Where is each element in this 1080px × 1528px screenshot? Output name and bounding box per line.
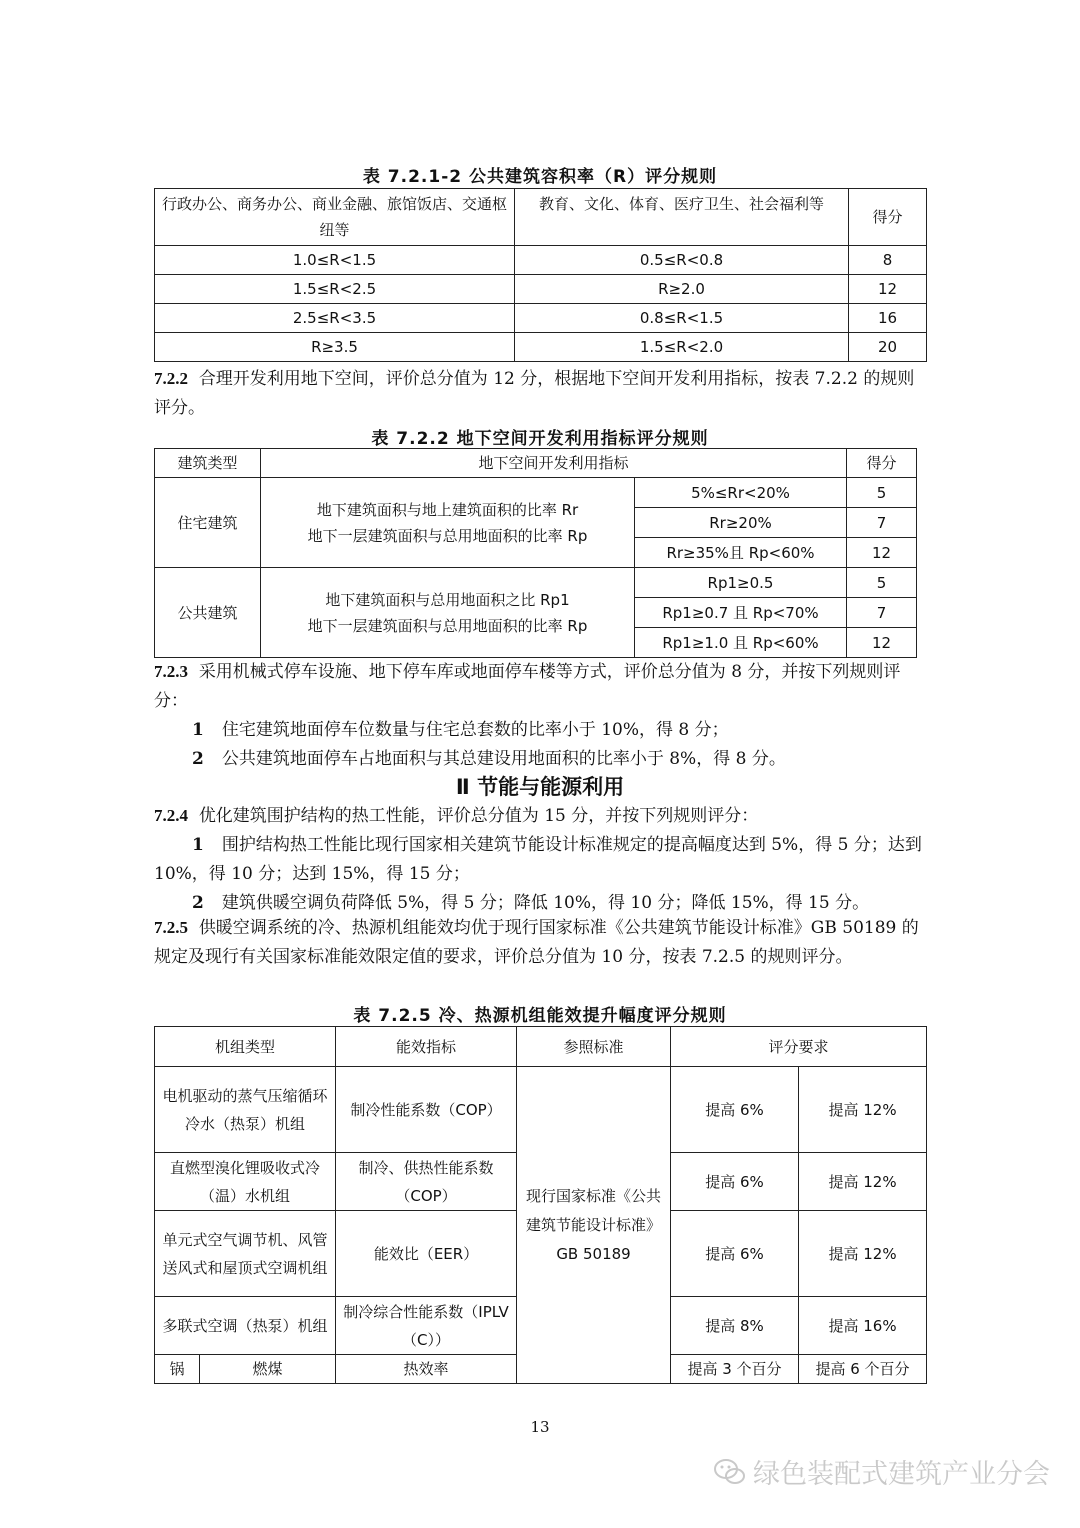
item-number: 1 bbox=[192, 835, 204, 855]
table-header: 评分要求 bbox=[671, 1027, 927, 1067]
requirement-cell: 提高 8% bbox=[671, 1297, 799, 1355]
requirement-cell: 提高 12% bbox=[799, 1153, 927, 1211]
score-cell: 7 bbox=[847, 598, 917, 628]
building-type-cell: 公共建筑 bbox=[155, 568, 261, 658]
unit-efficiency-table bbox=[154, 1026, 927, 1384]
table-header: 建筑类型 bbox=[155, 449, 261, 478]
unit-type-cell: 直燃型溴化锂吸收式冷（温）水机组 bbox=[155, 1153, 336, 1211]
table-cell: 2.5≤R<3.5 bbox=[155, 304, 515, 333]
clause-number: 7.2.3 bbox=[154, 662, 188, 681]
table-cell: 8 bbox=[849, 246, 927, 275]
table-header: 机组类型 bbox=[155, 1027, 336, 1067]
clause-number: 7.2.5 bbox=[154, 918, 188, 937]
clause-7-2-3 bbox=[154, 657, 926, 774]
table-caption: 表 7.2.2 地下空间开发利用指标评分规则 bbox=[371, 429, 709, 449]
clause-number: 7.2.2 bbox=[154, 369, 188, 388]
table-cell: 12 bbox=[849, 275, 927, 304]
index-line: 地下建筑面积与地上建筑面积的比率 Rr bbox=[316, 500, 579, 519]
underground-space-table bbox=[154, 448, 917, 658]
clause-7-2-2 bbox=[154, 364, 926, 423]
table-cell: 1.5≤R<2.0 bbox=[515, 333, 849, 362]
score-cell: 7 bbox=[847, 508, 917, 538]
table-header: 能效指标 bbox=[336, 1027, 517, 1067]
clause-text: 采用机械式停车设施、地下停车库或地面停车楼等方式，评价总分值为 8 分，并按下列规则评分： bbox=[154, 662, 901, 711]
item-text: 建筑供暖空调负荷降低 5%，得 5 分；降低 10%，得 10 分；降低 15%，得 15 分。 bbox=[221, 893, 870, 913]
condition-cell: Rp1≥0.5 bbox=[635, 568, 847, 598]
score-cell: 5 bbox=[847, 568, 917, 598]
condition-cell: 5%≤Rr<20% bbox=[635, 478, 847, 508]
page-number: 13 bbox=[530, 1418, 550, 1436]
reference-standard-cell: 现行国家标准《公共建筑节能设计标准》GB 50189 bbox=[517, 1067, 671, 1384]
score-cell: 12 bbox=[847, 538, 917, 568]
table-caption: 表 7.2.5 冷、热源机组能效提升幅度评分规则 bbox=[353, 1006, 727, 1026]
index-line: 地下一层建筑面积与总用地面积的比率 Rp bbox=[307, 526, 588, 545]
score-cell: 12 bbox=[847, 628, 917, 658]
unit-type-cell: 单元式空气调节机、风管送风式和屋顶式空调机组 bbox=[155, 1211, 336, 1297]
table-caption: 表 7.2.1-2 公共建筑容积率（R）评分规则 bbox=[362, 167, 718, 187]
requirement-cell: 提高 6 个百分 bbox=[799, 1355, 927, 1384]
table-header: 地下空间开发利用指标 bbox=[261, 449, 847, 478]
item-text: 围护结构热工性能比现行国家相关建筑节能设计标准规定的提高幅度达到 5%，得 5 分；达到 10%，得 10 分；达到 15%，得 15 分； bbox=[154, 835, 922, 884]
clause-text: 优化建筑围护结构的热工性能，评价总分值为 15 分，并按下列规则评分： bbox=[198, 806, 759, 826]
table-header: 参照标准 bbox=[517, 1027, 671, 1067]
requirement-cell: 提高 16% bbox=[799, 1297, 927, 1355]
table-cell: R≥2.0 bbox=[515, 275, 849, 304]
table-header: 得分 bbox=[847, 449, 917, 478]
efficiency-index-cell: 热效率 bbox=[336, 1355, 517, 1384]
score-cell: 5 bbox=[847, 478, 917, 508]
clause-7-2-4 bbox=[154, 801, 926, 918]
floor-area-ratio-table bbox=[154, 188, 927, 362]
efficiency-index-cell: 制冷性能系数（COP） bbox=[336, 1067, 517, 1153]
table-cell: 16 bbox=[849, 304, 927, 333]
index-description bbox=[261, 478, 635, 568]
requirement-cell: 提高 6% bbox=[671, 1211, 799, 1297]
condition-cell: Rr≥20% bbox=[635, 508, 847, 538]
item-number: 1 bbox=[192, 720, 204, 740]
index-description bbox=[261, 568, 635, 658]
clause-text: 供暖空调系统的冷、热源机组能效均优于现行国家标准《公共建筑节能设计标准》GB 50189 的规定及现行有关国家标准能效限定值的要求，评价总分值为 10 分，按表 7.2.5 的规则评分。 bbox=[154, 918, 919, 967]
requirement-cell: 提高 12% bbox=[799, 1067, 927, 1153]
building-type-cell: 住宅建筑 bbox=[155, 478, 261, 568]
unit-type-cell: 电机驱动的蒸气压缩循环冷水（热泵）机组 bbox=[155, 1067, 336, 1153]
item-text: 公共建筑地面停车占地面积与其总建设用地面积的比率小于 8%，得 8 分。 bbox=[221, 749, 786, 769]
watermark-text: 绿色装配式建筑产业分会 bbox=[753, 1459, 1050, 1490]
unit-type-cell: 多联式空调（热泵）机组 bbox=[155, 1297, 336, 1355]
table-cell: 20 bbox=[849, 333, 927, 362]
table-cell: 0.5≤R<0.8 bbox=[515, 246, 849, 275]
requirement-cell: 提高 6% bbox=[671, 1067, 799, 1153]
clause-number: 7.2.4 bbox=[154, 806, 188, 825]
table-header: 行政办公、商务办公、商业金融、旅馆饭店、交通枢纽等 bbox=[155, 189, 515, 246]
index-line: 地下建筑面积与总用地面积之比 Rp1 bbox=[325, 590, 570, 609]
index-line: 地下一层建筑面积与总用地面积的比率 Rp bbox=[307, 616, 588, 635]
watermark bbox=[713, 1452, 1050, 1494]
table-cell: 0.8≤R<1.5 bbox=[515, 304, 849, 333]
table-header: 得分 bbox=[849, 189, 927, 246]
condition-cell: Rp1≥0.7 且 Rp<70% bbox=[635, 598, 847, 628]
efficiency-index-cell: 制冷综合性能系数（IPLV（C）） bbox=[336, 1297, 517, 1355]
item-number: 2 bbox=[192, 893, 204, 913]
requirement-cell: 提高 12% bbox=[799, 1211, 927, 1297]
clause-text: 合理开发利用地下空间，评价总分值为 12 分，根据地下空间开发利用指标，按表 7.2.2 的规则评分。 bbox=[154, 369, 915, 418]
item-number: 2 bbox=[192, 749, 204, 769]
wechat-icon bbox=[713, 1457, 747, 1494]
table-header: 教育、文化、体育、医疗卫生、社会福利等 bbox=[515, 189, 849, 246]
condition-cell: Rp1≥1.0 且 Rp<60% bbox=[635, 628, 847, 658]
item-text: 住宅建筑地面停车位数量与住宅总套数的比率小于 10%，得 8 分； bbox=[221, 720, 729, 740]
table-cell: 1.5≤R<2.5 bbox=[155, 275, 515, 304]
requirement-cell: 提高 3 个百分 bbox=[671, 1355, 799, 1384]
condition-cell: Rr≥35%且 Rp<60% bbox=[635, 538, 847, 568]
section-heading: Ⅱ 节能与能源利用 bbox=[455, 775, 625, 799]
efficiency-index-cell: 制冷、供热性能系数（COP） bbox=[336, 1153, 517, 1211]
unit-type-cell: 锅 bbox=[155, 1355, 200, 1384]
table-cell: 1.0≤R<1.5 bbox=[155, 246, 515, 275]
requirement-cell: 提高 6% bbox=[671, 1153, 799, 1211]
clause-7-2-5 bbox=[154, 913, 926, 972]
unit-type-cell: 燃煤 bbox=[200, 1355, 336, 1384]
efficiency-index-cell: 能效比（EER） bbox=[336, 1211, 517, 1297]
table-cell: R≥3.5 bbox=[155, 333, 515, 362]
